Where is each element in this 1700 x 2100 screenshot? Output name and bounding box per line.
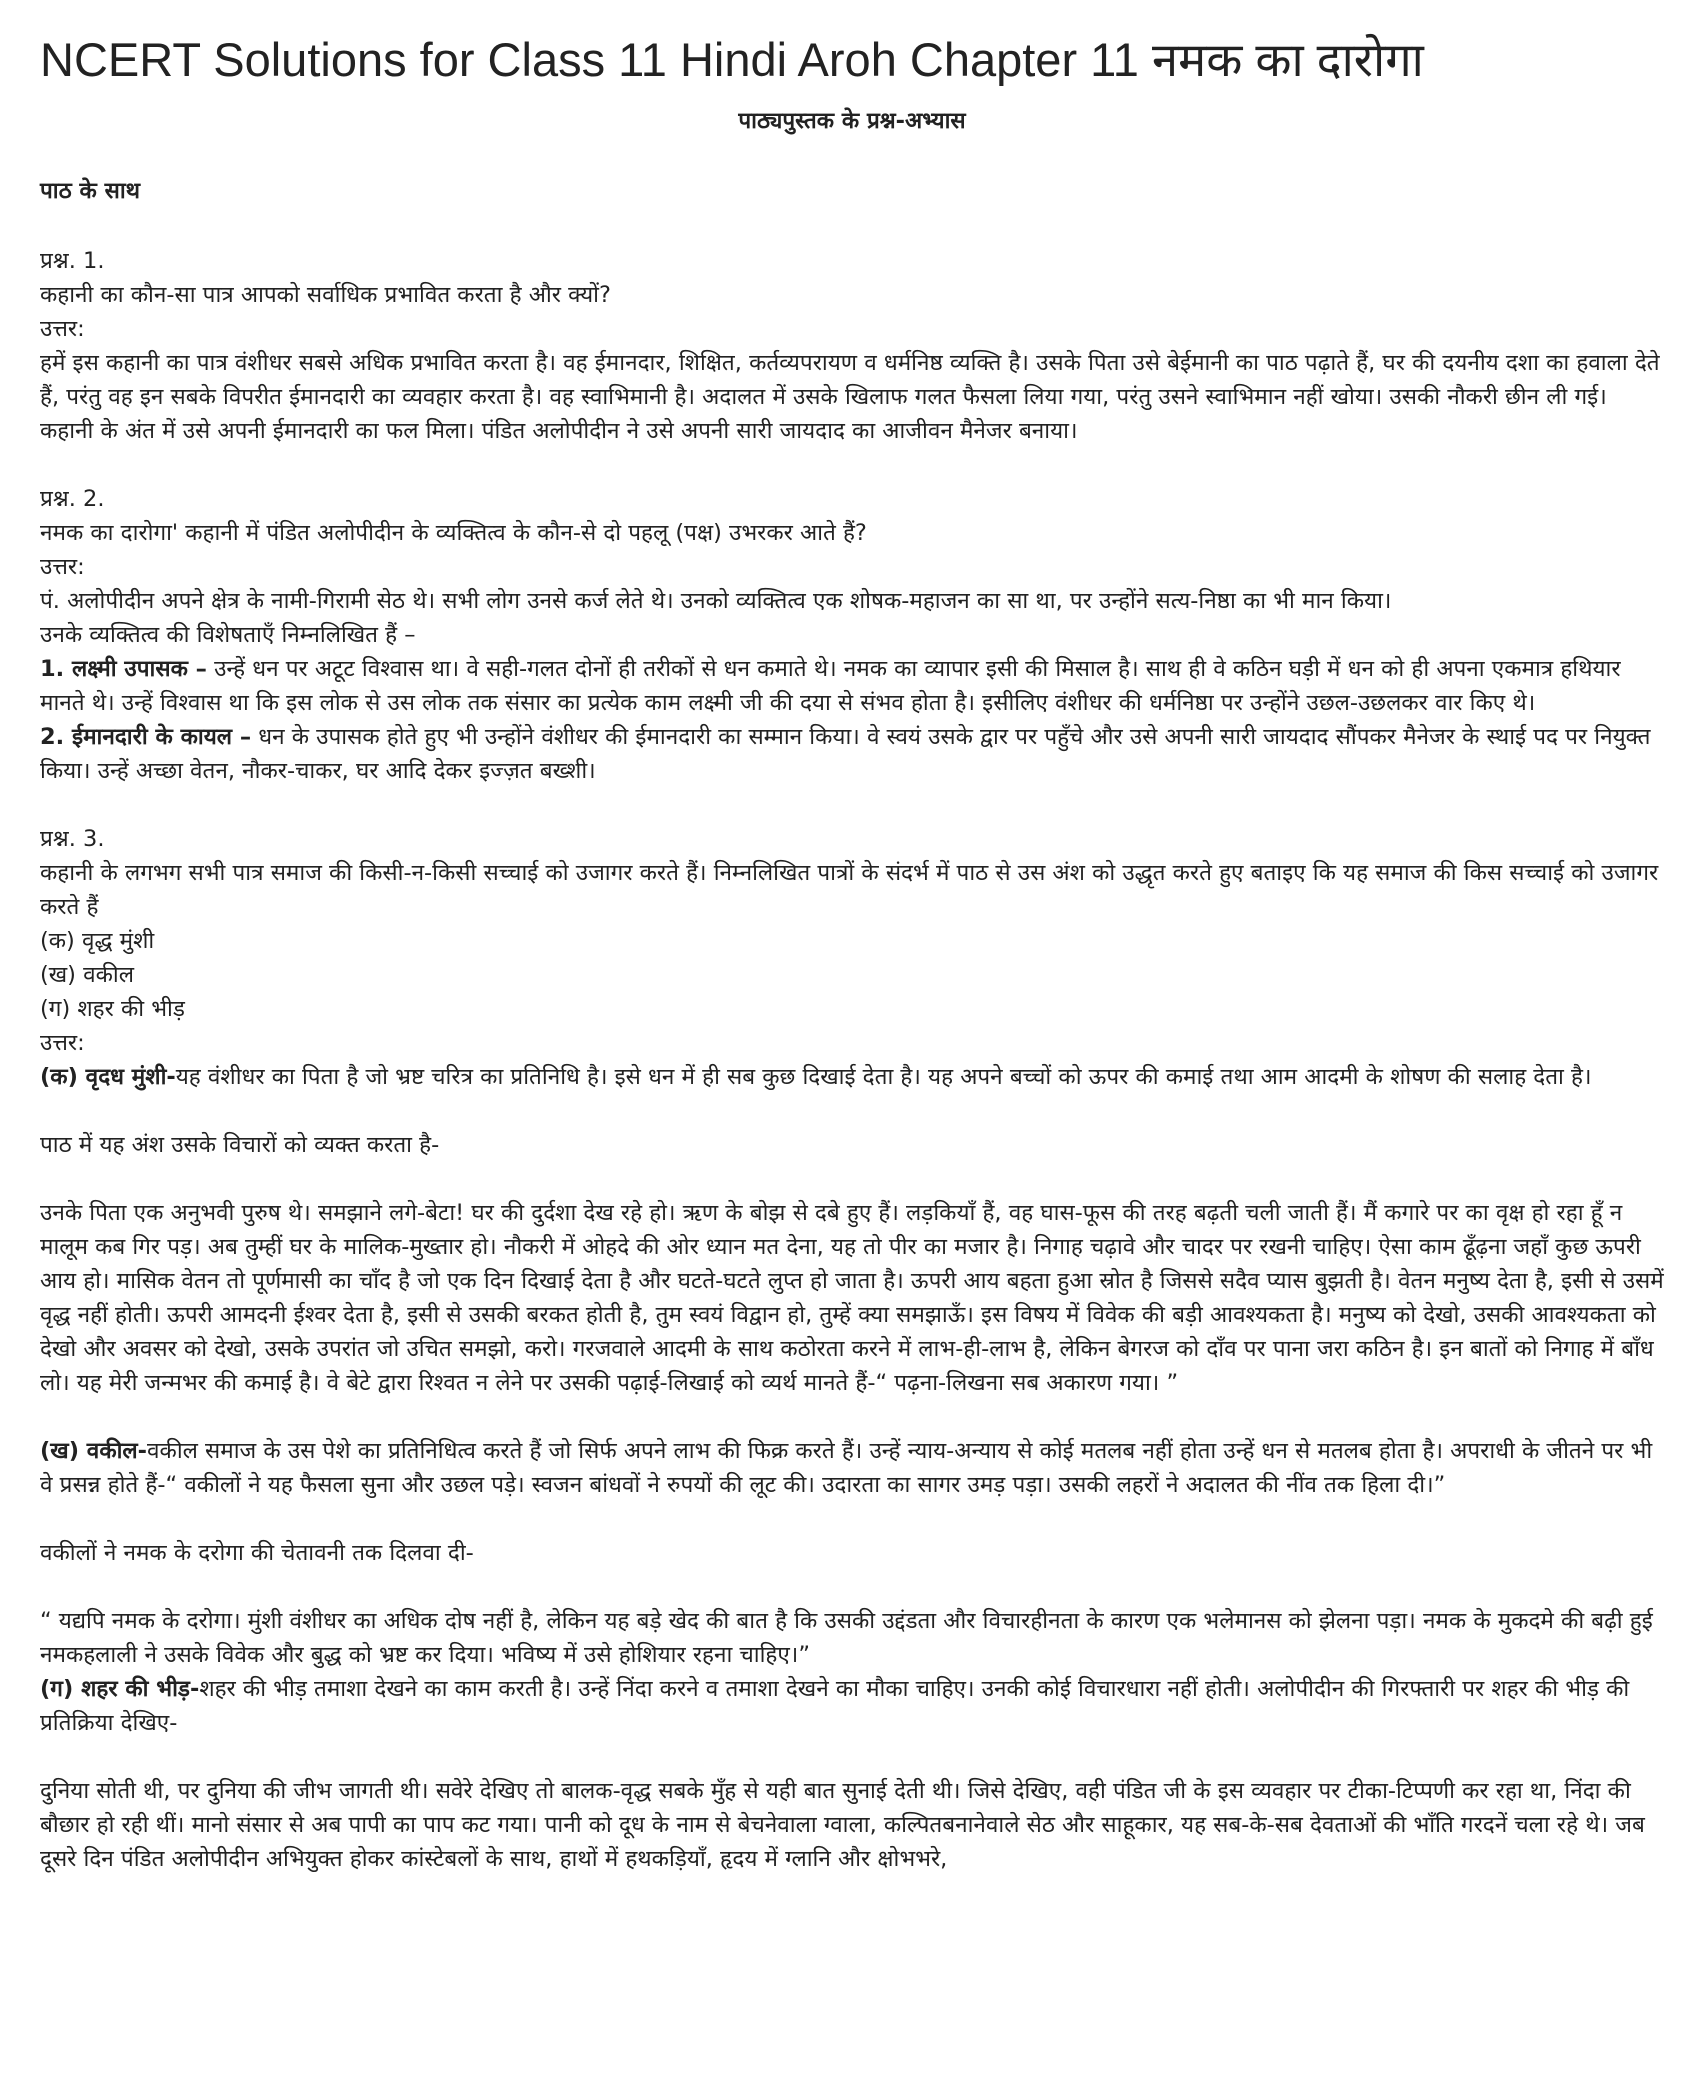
answer-point-1 [40, 652, 1664, 720]
answer-ka-text: यह वंशीधर का पिता है जो भ्रष्ट चरित्र का प्रतिनिधि है। इसे धन में ही सब कुछ दिखाई देता है। यह अपने बच्चों को ऊपर की कमाई तथा आम आदमी के शोषण की सलाह देता है। [175, 1064, 1592, 1090]
question-block-2 [40, 482, 1664, 788]
point-label: 2. ईमानदारी के कायल – [40, 724, 252, 750]
answer-intro: पं. अलोपीदीन अपने क्षेत्र के नामी-गिरामी सेठ थे। सभी लोग उनसे कर्ज लेते थे। उनको व्यक्तित्व एक शोषक-महाजन का सा था, पर उन्होंने सत्य-निष्ठा का भी मान किया। [40, 588, 1392, 614]
answer-ga-label: (ग) शहर की भीड़- [40, 1676, 200, 1702]
answer-kha-text: वकील समाज के उस पेशे का प्रतिनिधित्व करते हैं जो सिर्फ अपने लाभ की फिक्र करते हैं। उन्हें न्याय-अन्याय से कोई मतलब नहीं होता उन्हें धन से मतलब होता है। अपराधी के जीतने पर भी वे प्रसन्न होते हैं-“ वकीलों ने यह फैसला सुना और उछल पड़े। स्वजन बांधवों ने रुपयों की लूट की। उदारता का सागर उमड़ पड़ा। उसकी लहरों ने अदालत की नींव तक हिला दी।” [40, 1438, 1653, 1498]
option-kha: (ख) वकील [40, 962, 134, 988]
page-title: NCERT Solutions for Class 11 Hindi Aroh Chapter 11 नमक का दारोगा [40, 33, 1424, 86]
answer-kha-intro: वकीलों ने नमक के दरोगा की चेतावनी तक दिलवा दी- [40, 1540, 474, 1566]
answer-ga-quote: दुनिया सोती थी, पर दुनिया की जीभ जागती थी। सवेरे देखिए तो बालक-वृद्ध सबके मुँह से यही बात सुनाई देती थी। जिसे देखिए, वही पंडित जी के इस व्यवहार पर टीका-टिप्पणी कर रहा था, निंदा की बौछार हो रही थीं। मानो संसार से अब पापी का पाप कट गया। पानी को दूध के नाम से बेचनेवाला ग्वाला, कल्पितबनानेवाले सेठ और साहूकार, यह सब-के-सब देवताओं की भाँति गरदनें चला रहे थे। जब दूसरे दिन पंडित अलोपीदीन अभियुक्त होकर कांस्टेबलों के साथ, हाथों में हथकड़ियाँ, हृदय में ग्लानि और क्षोभभरे, [40, 1778, 1645, 1872]
answer-label: उत्तर: [40, 1030, 85, 1056]
answer-ka-label: (क) वृदध मुंशी- [40, 1064, 176, 1090]
section-subtitle: पाठ्यपुस्तक के प्रश्न-अभ्यास [738, 108, 966, 134]
question-block-3 [40, 822, 1664, 1876]
answer-ka [40, 1060, 1664, 1094]
answer-lead: उनके व्यक्तित्व की विशेषताएँ निम्नलिखित हैं – [40, 622, 416, 648]
answer-ga [40, 1672, 1664, 1740]
answer-kha-label: (ख) वकील- [40, 1438, 148, 1464]
answer-ka-intro: पाठ में यह अंश उसके विचारों को व्यक्त करता है- [40, 1132, 440, 1158]
question-number: प्रश्न. 1. [40, 248, 105, 274]
option-ga: (ग) शहर की भीड़ [40, 996, 185, 1022]
answer-ka-quote: उनके पिता एक अनुभवी पुरुष थे। समझाने लगे-बेटा! घर की दुर्दशा देख रहे हो। ऋण के बोझ से दबे हुए हैं। लड़कियाँ हैं, वह घास-फूस की तरह बढ़ती चली जाती हैं। मैं कगारे पर का वृक्ष हो रहा हूँ न मालूम कब गिर पड़। अब तुम्हीं घर के मालिक-मुख्तार हो। नौकरी में ओहदे की ओर ध्यान मत देना, यह तो पीर का मजार है। निगाह चढ़ावे और चादर पर रखनी चाहिए। ऐसा काम ढूँढ़ना जहाँ कुछ ऊपरी आय हो। मासिक वेतन तो पूर्णमासी का चाँद है जो एक दिन दिखाई देता है और घटते-घटते लुप्त हो जाता है। ऊपरी आय बहता हुआ स्रोत है जिससे सदैव प्यास बुझती है। वेतन मनुष्य देता है, इसी से उसमें वृद्ध नहीं होती। ऊपरी आमदनी ईश्वर देता है, इसी से उसकी बरकत होती है, तुम स्वयं विद्वान हो, तुम्हें क्या समझाऊँ। इस विषय में विवेक की बड़ी आवश्यकता है। मनुष्य को देखो, उसकी आवश्यकता को देखो और अवसर को देखो, उसके उपरांत जो उचित समझो, करो। गरजवाले आदमी के साथ कठोरता करने में लाभ-ही-लाभ है, लेकिन बेगरज को दाँव पर पाना जरा कठिन है। इन बातों को निगाह में बाँध लो। यह मेरी जन्मभर की कमाई है। वे बेटे द्वारा रिश्वत न लेने पर उसकी पढ़ाई-लिखाई को व्यर्थ मानते हैं-“ पढ़ना-लिखना सब अकारण गया। ” [40, 1200, 1664, 1396]
answer-text: हमें इस कहानी का पात्र वंशीधर सबसे अधिक प्रभावित करता है। वह ईमानदार, शिक्षित, कर्तव्यपरायण व धर्मनिष्ठ व्यक्ति है। उसके पिता उसे बेईमानी का पाठ पढ़ाते हैं, घर की दयनीय दशा का हवाला देते हैं, परंतु वह इन सबके विपरीत ईमानदारी का व्यवहार करता है। वह स्वाभिमानी है। अदालत में उसके खिलाफ गलत फैसला लिया गया, परंतु उसने स्वाभिमान नहीं खोया। उसकी नौकरी छीन ली गई। कहानी के अंत में उसे अपनी ईमानदारी का फल मिला। पंडित अलोपीदीन ने उसे अपनी सारी जायदाद का आजीवन मैनेजर बनाया। [40, 350, 1660, 444]
answer-kha-quote: “ यद्यपि नमक के दरोगा। मुंशी वंशीधर का अधिक दोष नहीं है, लेकिन यह बड़े खेद की बात है कि उसकी उद्दंडता और विचारहीनता के कारण एक भलेमानस को झेलना पड़ा। नमक के मुकदमे की बढ़ी हुई नमकहलाली ने उसके विवेक और बुद्ध को भ्रष्ट कर दिया। भविष्य में उसे होशियार रहना चाहिए।” [40, 1608, 1653, 1668]
question-number: प्रश्न. 2. [40, 486, 105, 512]
question-block-1 [40, 244, 1664, 448]
answer-point-2 [40, 720, 1664, 788]
answer-label: उत्तर: [40, 316, 85, 342]
question-text: कहानी का कौन-सा पात्र आपको सर्वाधिक प्रभावित करता है और क्यों? [40, 282, 611, 308]
question-text: नमक का दारोगा' कहानी में पंडित अलोपीदीन के व्यक्तित्व के कौन-से दो पहलू (पक्ष) उभरकर आते हैं? [40, 520, 867, 546]
answer-ga-text: शहर की भीड़ तमाशा देखने का काम करती है। उन्हें निंदा करने व तमाशा देखने का मौका चाहिए। उनकी कोई विचारधारा नहीं होती। अलोपीदीन की गिरफ्तारी पर शहर की भीड़ की प्रतिक्रिया देखिए- [40, 1676, 1630, 1736]
point-label: 1. लक्ष्मी उपासक – [40, 656, 207, 682]
answer-label: उत्तर: [40, 554, 85, 580]
option-ka: (क) वृद्ध मुंशी [40, 928, 155, 954]
question-number: प्रश्न. 3. [40, 826, 105, 852]
section-heading: पाठ के साथ [40, 178, 141, 204]
question-text: कहानी के लगभग सभी पात्र समाज की किसी-न-किसी सच्चाई को उजागर करते हैं। निम्नलिखित पात्रों के संदर्भ में पाठ से उस अंश को उद्धृत करते हुए बताइए कि यह समाज की किस सच्चाई को उजागर करते हैं [40, 860, 1659, 920]
answer-kha [40, 1434, 1664, 1502]
point-text: उन्हें धन पर अटूट विश्वास था। वे सही-गलत दोनों ही तरीकों से धन कमाते थे। नमक का व्यापार इसी की मिसाल है। साथ ही वे कठिन घड़ी में धन को ही अपना एकमात्र हथियार मानते थे। उन्हें विश्वास था कि इस लोक से उस लोक तक संसार का प्रत्येक काम लक्ष्मी जी की दया से संभव होता है। इसीलिए वंशीधर की धर्मनिष्ठा पर उन्होंने उछल-उछलकर वार किए थे। [40, 656, 1621, 716]
point-text: धन के उपासक होते हुए भी उन्होंने वंशीधर की ईमानदारी का सम्मान किया। वे स्वयं उसके द्वार पर पहुँचे और उसे अपनी सारी जायदाद सौंपकर मैनेजर के स्थाई पद पर नियुक्त किया। उन्हें अच्छा वेतन, नौकर-चाकर, घर आदि देकर इज्ज़त बख्शी। [40, 724, 1651, 784]
